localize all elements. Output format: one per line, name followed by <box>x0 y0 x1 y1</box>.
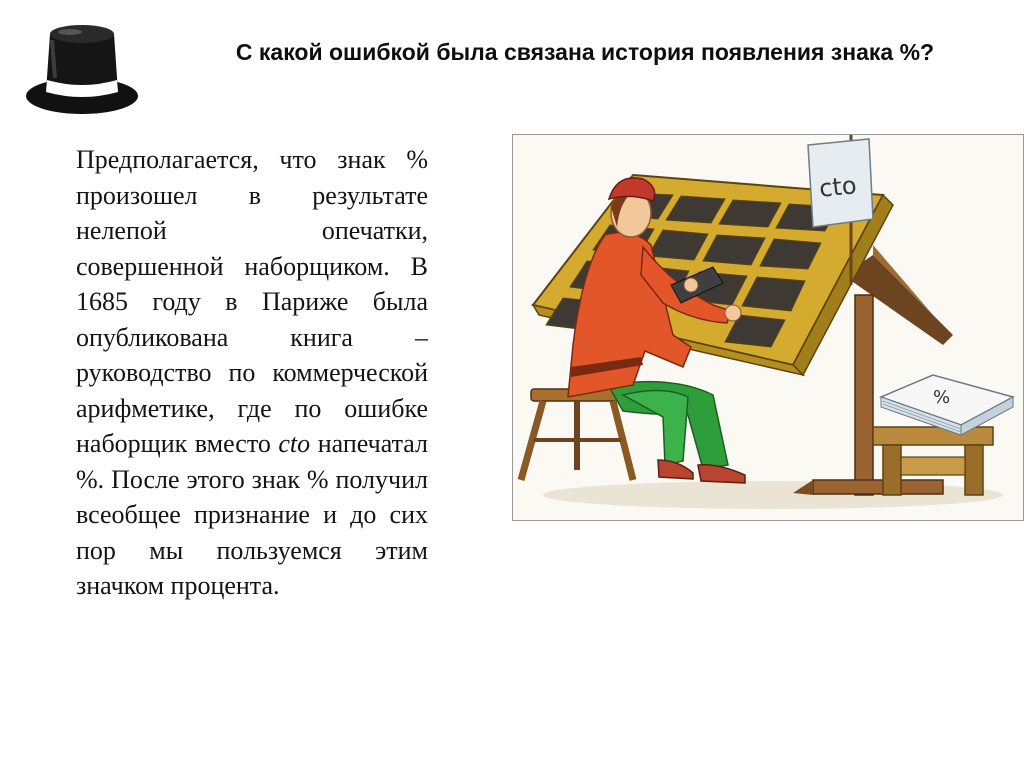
body-text-cto: cto <box>278 429 311 458</box>
illustration-drawing <box>513 135 1023 520</box>
body-text-part-2: напечатал %. После этого знак % получил всеобщее признание и до сих пор мы пользуемся этим значком процента. <box>76 429 428 600</box>
stool <box>521 389 633 480</box>
page-title: С какой ошибкой была связана история появления знака %? <box>235 39 935 65</box>
top-hat-icon <box>22 20 142 120</box>
body-text-part-1: Предполагается, что знак % произошел в результате нелепой опечатки, совершенной наборщиком. В 1685 году в Париже была опубликована книга – руководство по коммерческой арифметике, где по ошибке наборщик вместо <box>76 145 428 458</box>
paper-stack <box>881 375 1013 435</box>
sign-text: cto <box>817 171 858 203</box>
typesetter-illustration <box>512 134 1024 521</box>
paper-stack-text: % <box>933 387 951 408</box>
body-paragraph <box>76 142 428 604</box>
